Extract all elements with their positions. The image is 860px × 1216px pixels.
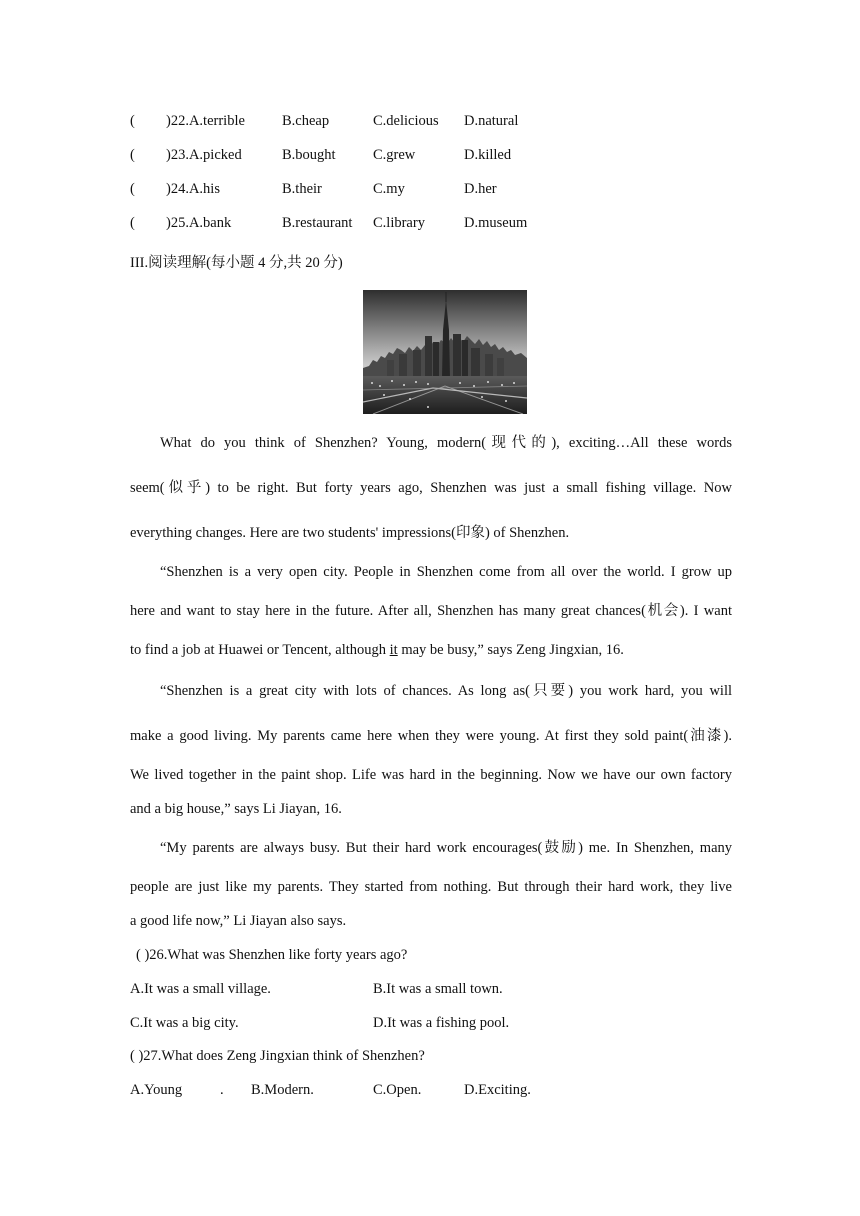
passage-line: and a big house,” says Li Jiayan, 16. [130,801,342,817]
passage-line: “Shenzhen is a very open city. People in Shenzhen come from all over the world. I grow up [160,564,732,580]
option-d: D.killed [464,147,512,163]
question-option-b: B.It was a small town. [373,981,503,997]
option-b: B.restaurant [282,215,353,231]
option-a: )25.A.bank [166,215,232,231]
question-option-c: C.It was a big city. [130,1015,239,1031]
passage-paragraph [130,562,732,660]
passage-line: make a good living. My parents came here when they were young. At first they sold paint(油漆). [130,728,732,744]
question-stem: ( )27.What does Zeng Jingxian think of Shenzhen? [130,1048,425,1064]
answer-paren: ( [130,147,135,163]
question-option-d: D.Exciting. [464,1082,531,1098]
passage-paragraph [130,681,732,819]
option-c: C.library [373,215,425,231]
passage-line: We lived together in the paint shop. Life was hard in the beginning. Now we have our own factory [130,767,732,783]
underlined-word: it [389,642,398,658]
option-d: D.museum [464,215,528,231]
question-option-d: D.It was a fishing pool. [373,1015,510,1031]
question-option-c: C.Open. [373,1082,422,1098]
question-option-a: A.Young [130,1082,183,1098]
shenzhen-skyline-photo [363,290,527,414]
passage-line: here and want to stay here in the future. After all, Shenzhen has many great chances(机会). I want [130,603,732,619]
option-b: B.their [282,181,322,197]
answer-paren: ( [130,215,135,231]
option-c: C.delicious [373,113,439,129]
answer-paren: ( [130,181,135,197]
option-b: B.cheap [282,113,330,129]
question-option-b: B.Modern. [251,1082,314,1098]
answer-paren: ( [130,113,135,129]
option-a: )24.A.his [166,181,220,197]
option-d: D.her [464,181,497,197]
passage-text: to find a job at Huawei or Tencent, although [130,642,390,658]
option-d: D.natural [464,113,519,129]
question-stem: ( )26.What was Shenzhen like forty years ago? [136,947,408,963]
question-option-a: A.It was a small village. [130,981,271,997]
passage-line: a good life now,” Li Jiayan also says. [130,913,347,929]
passage-line: What do you think of Shenzhen? Young, modern(现代的), exciting…All these words [160,435,732,451]
option-a: )23.A.picked [166,147,242,163]
option-b: B.bought [282,147,336,163]
passage-line: seem(似乎) to be right. But forty years ago, Shenzhen was just a small fishing village. Now [130,480,732,496]
option-a: )22.A.terrible [166,113,245,129]
passage-line: everything changes. Here are two students' impressions(印象) of Shenzhen. [130,525,570,541]
passage-line: “My parents are always busy. But their hard work encourages(鼓励) me. In Shenzhen, many [160,840,732,856]
passage-text: may be busy,” says Zeng Jingxian, 16. [397,642,624,658]
passage-line: “Shenzhen is a great city with lots of chances. As long as(只要) you work hard, you will [160,683,732,699]
passage-line: people are just like my parents. They started from nothing. But through their hard work, they live [130,879,732,895]
stray-period: . [220,1082,224,1098]
section-heading: III.阅读理解(每小题 4 分,共 20 分) [130,255,343,271]
passage-line [130,640,732,660]
passage-paragraph [130,433,732,543]
passage-paragraph [130,838,732,931]
option-c: C.my [373,181,405,197]
option-c: C.grew [373,147,416,163]
